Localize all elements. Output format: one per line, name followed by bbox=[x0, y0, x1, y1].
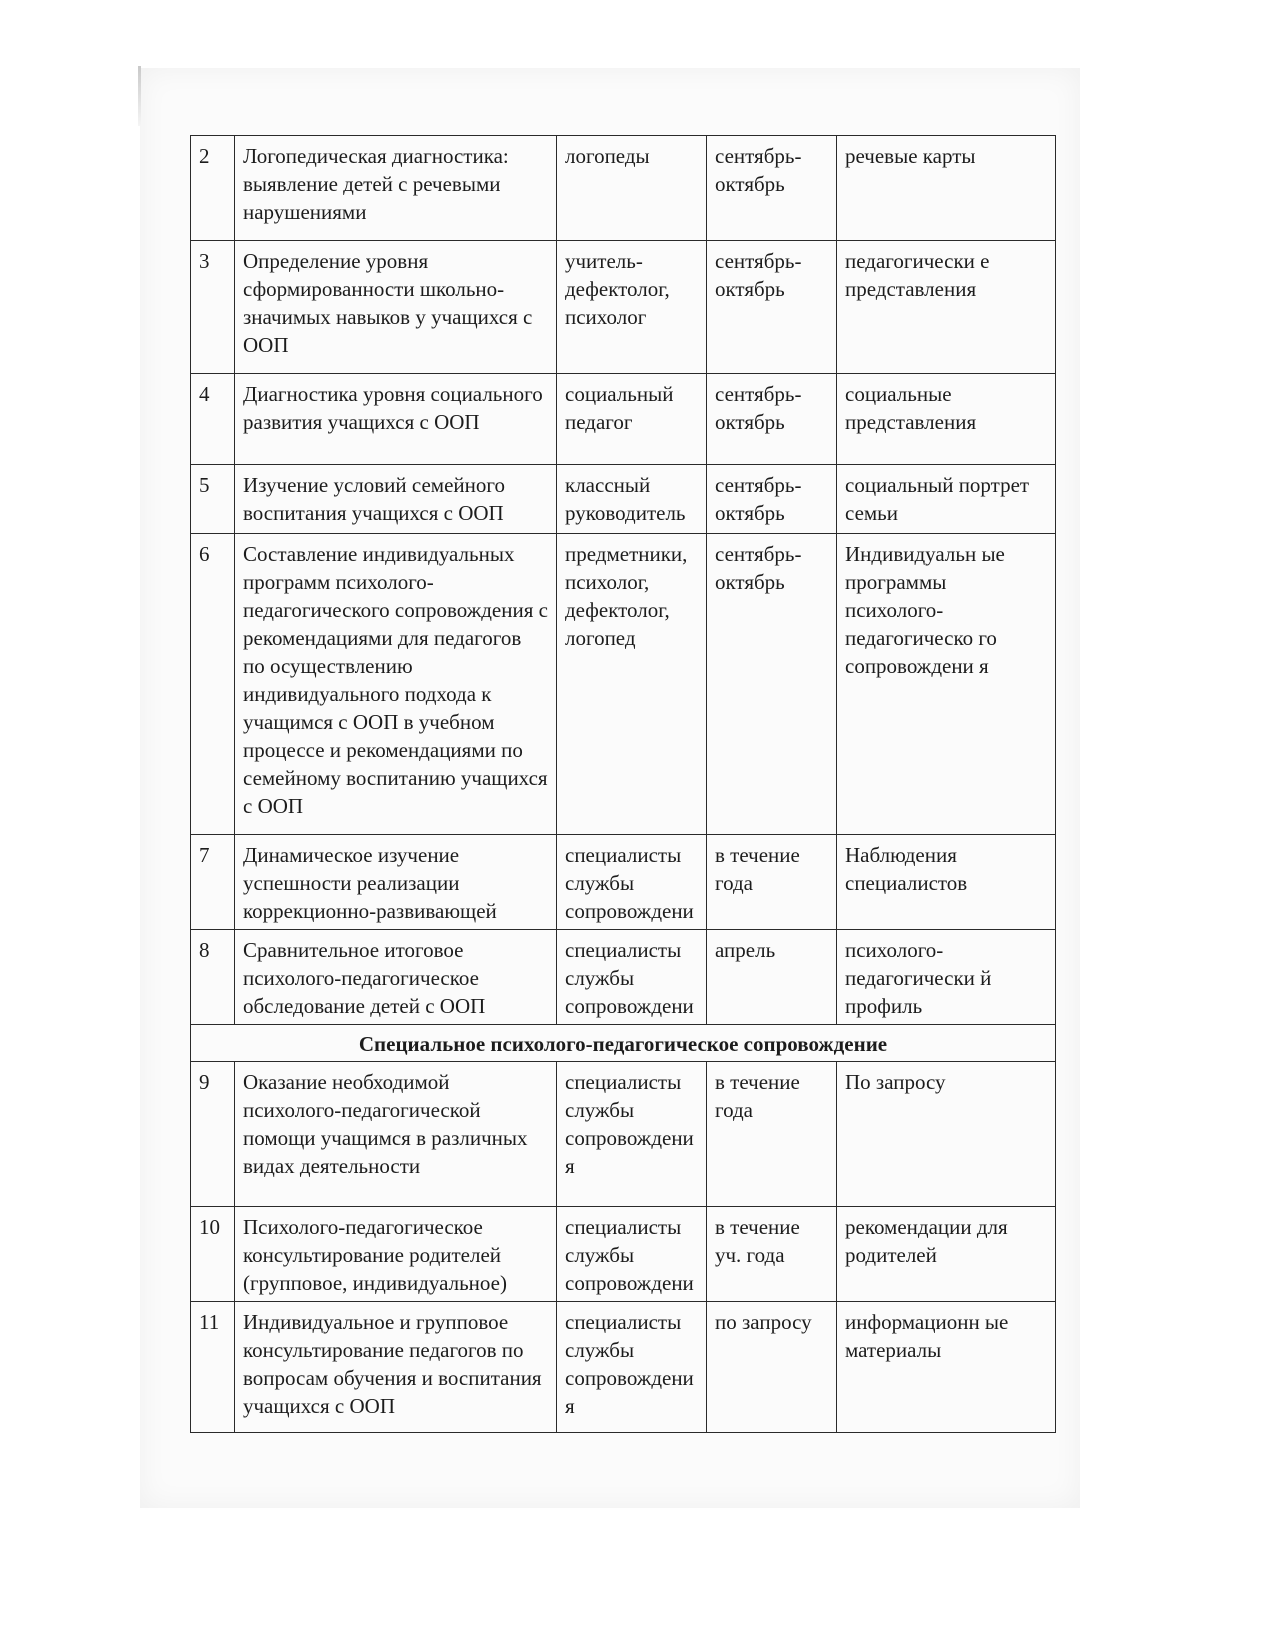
section-title: Специальное психолого-педагогическое сопровождение bbox=[191, 1025, 1056, 1062]
timing-cell: сентябрь-октябрь bbox=[707, 374, 837, 465]
table-row bbox=[191, 136, 1056, 241]
section-header-row bbox=[191, 1025, 1056, 1062]
activity-cell: Диагностика уровня социального развития учащихся с ООП bbox=[235, 374, 557, 465]
responsible-cell: специалисты службы сопровождени я bbox=[557, 1062, 707, 1207]
row-number: 10 bbox=[191, 1207, 235, 1302]
timing-cell: в течение года bbox=[707, 1062, 837, 1207]
row-number: 8 bbox=[191, 930, 235, 1025]
table-row bbox=[191, 1062, 1056, 1207]
row-number: 2 bbox=[191, 136, 235, 241]
responsible-cell: классный руководитель bbox=[557, 465, 707, 534]
table-row bbox=[191, 465, 1056, 534]
page-shadow-edge bbox=[138, 66, 141, 126]
activity-cell: Психолого-педагогическое консультирование родителей (групповое, индивидуальное) bbox=[235, 1207, 557, 1302]
row-number: 7 bbox=[191, 835, 235, 930]
support-plan-table bbox=[190, 135, 1056, 1433]
timing-cell: по запросу bbox=[707, 1302, 837, 1433]
timing-cell: апрель bbox=[707, 930, 837, 1025]
result-cell: речевые карты bbox=[837, 136, 1056, 241]
table-row bbox=[191, 534, 1056, 835]
timing-cell: в течение уч. года bbox=[707, 1207, 837, 1302]
responsible-cell: специалисты службы сопровождени bbox=[557, 835, 707, 930]
responsible-cell: социальный педагог bbox=[557, 374, 707, 465]
table-row bbox=[191, 1302, 1056, 1433]
responsible-cell: предметники, психолог, дефектолог, логопед bbox=[557, 534, 707, 835]
timing-cell: в течение года bbox=[707, 835, 837, 930]
row-number: 5 bbox=[191, 465, 235, 534]
table-row bbox=[191, 930, 1056, 1025]
timing-cell: сентябрь-октябрь bbox=[707, 241, 837, 374]
responsible-cell: специалисты службы сопровождени bbox=[557, 1207, 707, 1302]
result-cell: педагогически е представления bbox=[837, 241, 1056, 374]
result-cell: информационн ые материалы bbox=[837, 1302, 1056, 1433]
row-number: 4 bbox=[191, 374, 235, 465]
table-row bbox=[191, 374, 1056, 465]
result-cell: рекомендации для родителей bbox=[837, 1207, 1056, 1302]
activity-cell: Логопедическая диагностика: выявление детей с речевыми нарушениями bbox=[235, 136, 557, 241]
responsible-cell: специалисты службы сопровождени я bbox=[557, 1302, 707, 1433]
activity-cell: Изучение условий семейного воспитания учащихся с ООП bbox=[235, 465, 557, 534]
result-cell: Наблюдения специалистов bbox=[837, 835, 1056, 930]
result-cell: Индивидуальн ые программы психолого-педагогическо го сопровождени я bbox=[837, 534, 1056, 835]
responsible-cell: логопеды bbox=[557, 136, 707, 241]
responsible-cell: специалисты службы сопровождени bbox=[557, 930, 707, 1025]
activity-cell: Динамическое изучение успешности реализации коррекционно-развивающей bbox=[235, 835, 557, 930]
activity-cell: Оказание необходимой психолого-педагогической помощи учащимся в различных видах деятельности bbox=[235, 1062, 557, 1207]
result-cell: психолого-педагогически й профиль bbox=[837, 930, 1056, 1025]
result-cell: социальный портрет семьи bbox=[837, 465, 1056, 534]
activity-cell: Определение уровня сформированности школьно-значимых навыков у учащихся с ООП bbox=[235, 241, 557, 374]
row-number: 3 bbox=[191, 241, 235, 374]
responsible-cell: учитель-дефектолог, психолог bbox=[557, 241, 707, 374]
result-cell: социальные представления bbox=[837, 374, 1056, 465]
table-row bbox=[191, 241, 1056, 374]
timing-cell: сентябрь-октябрь bbox=[707, 136, 837, 241]
result-cell: По запросу bbox=[837, 1062, 1056, 1207]
table-row bbox=[191, 1207, 1056, 1302]
table-row bbox=[191, 835, 1056, 930]
activity-cell: Составление индивидуальных программ психолого-педагогического сопровождения с рекомендациями для педагогов по осуществлению индивидуального подхода к учащимся с ООП в учебном процессе и рекомендациями по семейному воспитанию учащихся с ООП bbox=[235, 534, 557, 835]
row-number: 6 bbox=[191, 534, 235, 835]
activity-cell: Индивидуальное и групповое консультирование педагогов по вопросам обучения и воспитания учащихся с ООП bbox=[235, 1302, 557, 1433]
activity-cell: Сравнительное итоговое психолого-педагогическое обследование детей с ООП bbox=[235, 930, 557, 1025]
timing-cell: сентябрь-октябрь bbox=[707, 465, 837, 534]
row-number: 9 bbox=[191, 1062, 235, 1207]
row-number: 11 bbox=[191, 1302, 235, 1433]
timing-cell: сентябрь-октябрь bbox=[707, 534, 837, 835]
